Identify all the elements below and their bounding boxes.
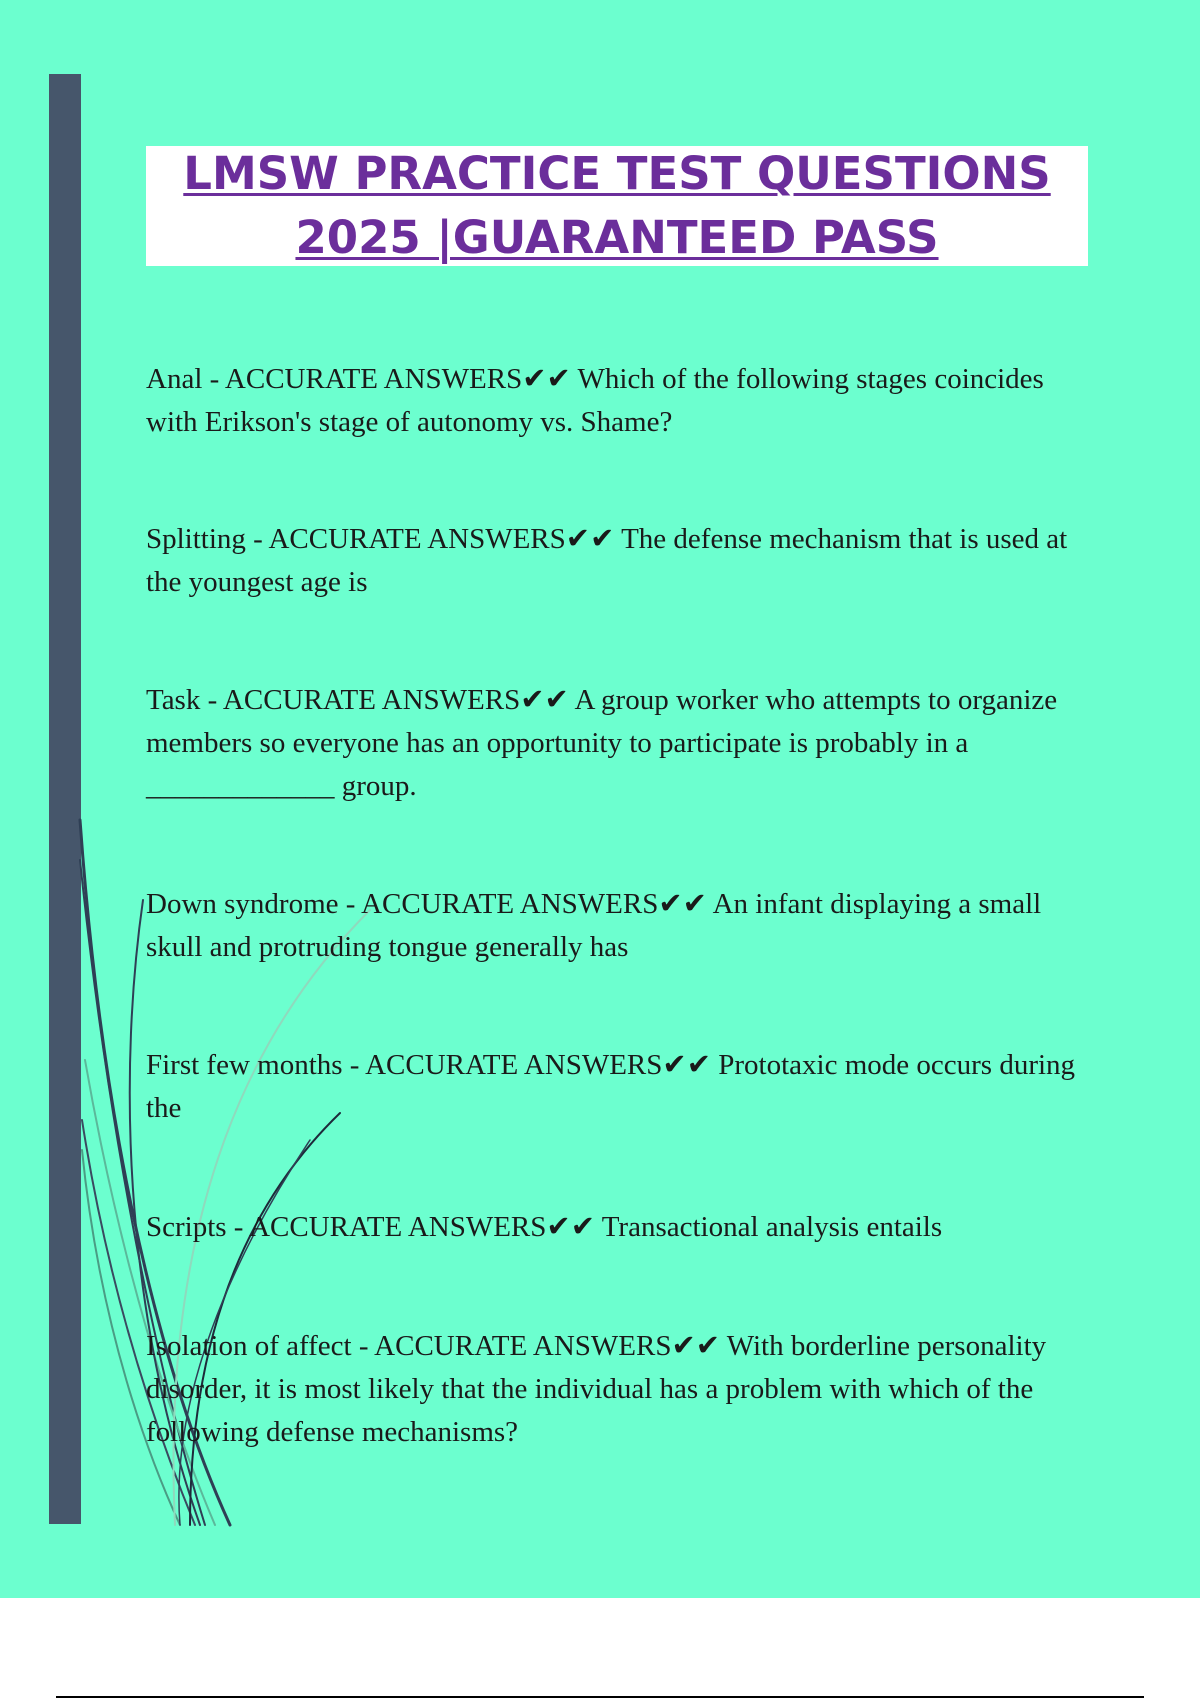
question-entry-7: Isolation of affect - ACCURATE ANSWERS✔✔ With borderline personality disorder, it is most likely that the individual has a problem with which of the following defense mechanisms? — [146, 1330, 1047, 1448]
title-line-2: 2025 |GUARANTEED PASS — [295, 211, 939, 264]
question-entry-4: Down syndrome - ACCURATE ANSWERS✔✔ An infant displaying a small skull and protruding tongue generally has — [146, 888, 1042, 963]
question-entry-2: Splitting - ACCURATE ANSWERS✔✔ The defense mechanism that is used at the youngest age is — [146, 523, 1068, 598]
footer-rule — [56, 1696, 1144, 1698]
title-line-1: LMSW PRACTICE TEST QUESTIONS — [183, 147, 1051, 200]
question-entry-1: Anal - ACCURATE ANSWERS✔✔ Which of the following stages coincides with Erikson's stage of autonomy vs. Shame? — [146, 363, 1044, 438]
question-entry-5: First few months - ACCURATE ANSWERS✔✔ Prototaxic mode occurs during the — [146, 1049, 1076, 1124]
question-entry-3: Task - ACCURATE ANSWERS✔✔ A group worker who attempts to organize members so everyone has an opportunity to participate is probably in a _____________ group. — [146, 684, 1058, 802]
document-title — [146, 146, 1088, 266]
question-entry-6: Scripts - ACCURATE ANSWERS✔✔ Transactional analysis entails — [146, 1211, 943, 1243]
